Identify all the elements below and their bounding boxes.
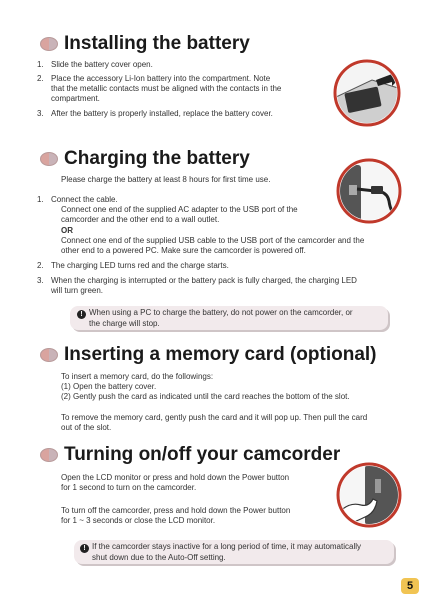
section-bullet-icon <box>40 448 58 462</box>
section-title: Charging the battery <box>64 148 250 169</box>
list-number: 1. <box>37 195 44 204</box>
list-item <box>37 276 397 296</box>
list-text: When the charging is interrupted or the battery pack is fully charged, the charging LED will turn green. <box>51 276 357 295</box>
list-text: After the battery is properly installed, replace the battery cover. <box>51 109 273 118</box>
list-item <box>37 261 357 271</box>
warning-icon: ! <box>77 310 86 319</box>
list-text: Place the accessory Li-Ion battery into the compartment. Note that the metallic contacts must be aligned with the contacts in the compartment. <box>51 74 282 103</box>
list-item <box>37 74 327 104</box>
power-off-text: To turn off the camcorder, press and hold down the Power button for 1 ~ 3 seconds or close the LCD monitor. <box>61 506 291 525</box>
section-power <box>40 444 340 466</box>
power-on-text: Open the LCD monitor or press and hold down the Power button for 1 second to turn on the camcorder. <box>61 473 290 492</box>
note-text: If the camcorder stays inactive for a long period of time, it may automatically shut down due to the Auto-Off setting. <box>92 542 362 562</box>
list-number: 2. <box>37 261 44 270</box>
list-number: 2. <box>37 74 44 83</box>
section-title: Turning on/off your camcorder <box>64 444 341 465</box>
list-number: 1. <box>37 60 44 69</box>
battery-install-illustration <box>332 58 402 128</box>
charging-note <box>70 306 388 330</box>
charging-step1-alt: Connect one end of the supplied USB cable to the USB port of the camcorder and the other end to a powered PC. Make sure the camcorder is powered off. <box>61 236 365 255</box>
section-charging-battery <box>40 148 250 170</box>
list-text: Slide the battery cover open. <box>51 60 153 69</box>
section-installing-battery <box>40 33 250 55</box>
section-title: Inserting a memory card (optional) <box>64 344 377 365</box>
power-button-illustration <box>335 461 403 529</box>
section-bullet-icon <box>40 152 58 166</box>
section-bullet-icon <box>40 348 58 362</box>
charging-illustration <box>335 157 403 225</box>
list-item <box>37 60 317 70</box>
note-text: When using a PC to charge the battery, do not power on the camcorder, or the charge will stop. <box>89 308 353 328</box>
list-text: The charging LED turns red and the charge starts. <box>51 261 229 270</box>
section-memory-card <box>40 344 377 366</box>
charging-step1-detail: Connect one end of the supplied AC adapter to the USB port of the camcorder and the other end to a wall outlet. <box>61 205 298 224</box>
page-number: 5 <box>401 578 419 594</box>
list-item <box>37 195 297 205</box>
warning-icon: ! <box>80 544 89 553</box>
section-title: Installing the battery <box>64 33 250 54</box>
section-bullet-icon <box>40 37 58 51</box>
or-label: OR <box>61 226 73 235</box>
list-item <box>37 109 327 119</box>
memory-insert-text: To insert a memory card, do the followings: (1) Open the battery cover. (2) Gently push the card as indicated until the card reaches the bottom of the slot. <box>61 372 350 401</box>
list-text: Connect the cable. <box>51 195 118 204</box>
list-number: 3. <box>37 276 44 285</box>
charging-intro: Please charge the battery at least 8 hours for first time use. <box>61 175 271 184</box>
power-note <box>74 540 394 564</box>
memory-remove-text: To remove the memory card, gently push the card and it will pop up. Then pull the card out of the slot. <box>61 413 368 432</box>
list-number: 3. <box>37 109 44 118</box>
